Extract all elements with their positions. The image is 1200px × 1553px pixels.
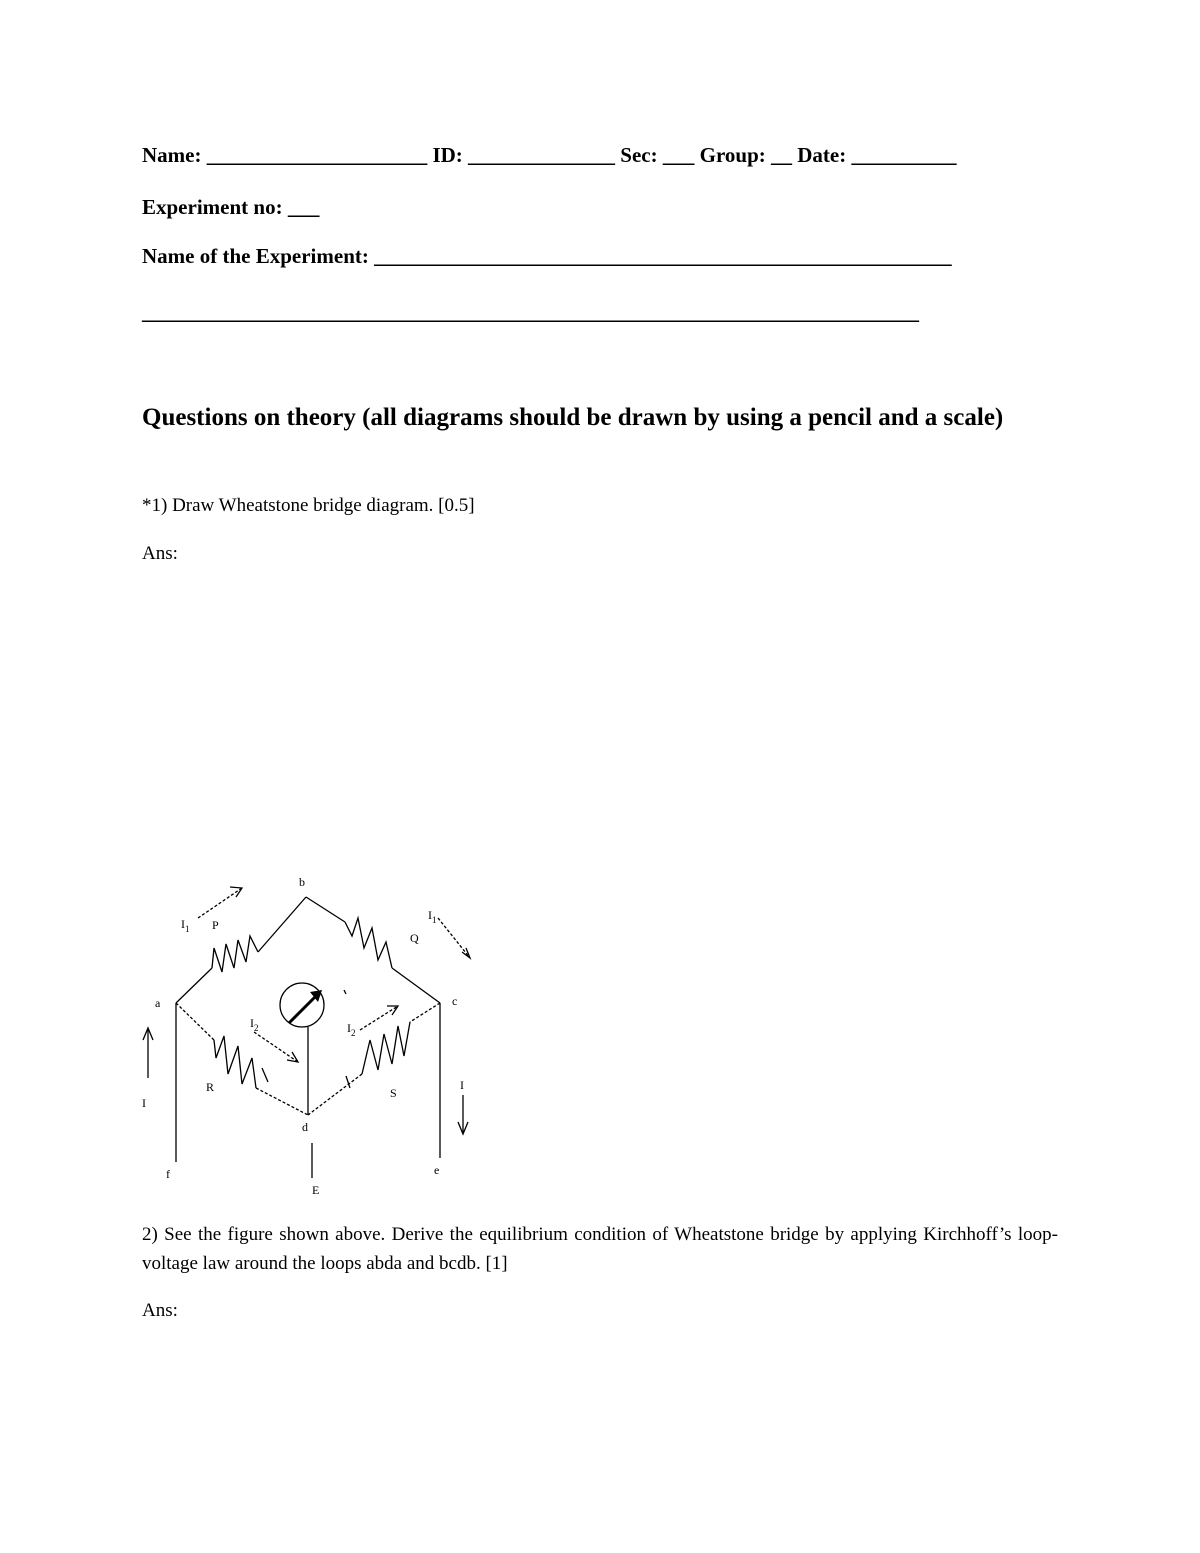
label-e: e <box>434 1163 440 1177</box>
header-name-line: Name: _____________________ ID: ______________ Sec: ___ Group: __ Date: __________ <box>142 143 957 167</box>
label-c: c <box>452 994 458 1008</box>
label-i2-left: $I_2$ <box>250 1016 259 1033</box>
answer-1-label: Ans: <box>142 543 178 564</box>
answer-2-label: Ans: <box>142 1300 178 1321</box>
label-a: a <box>155 996 161 1010</box>
label-r: R <box>206 1080 215 1094</box>
label-b: b <box>299 875 305 889</box>
question-1: *1) Draw Wheatstone bridge diagram. [0.5] <box>142 495 475 516</box>
resistor-q <box>345 918 392 968</box>
header-blank-line: __________________________________________________________________________ <box>142 300 919 324</box>
header-experiment-no: Experiment no: ___ <box>142 195 320 219</box>
label-f: f <box>166 1167 170 1181</box>
header-experiment-name: Name of the Experiment: _______________________________________________________ <box>142 244 952 268</box>
label-q: Q <box>410 931 419 945</box>
label-i1-right: $I_1$ <box>428 908 437 925</box>
label-current-i-right: I <box>460 1078 464 1092</box>
label-i1-left: $I_1$ <box>181 917 190 934</box>
resistor-s <box>362 1022 410 1074</box>
label-battery-e: E <box>312 1183 320 1197</box>
resistor-r <box>214 1036 256 1088</box>
label-s: S <box>390 1086 397 1100</box>
resistor-p <box>212 936 258 972</box>
label-current-i-left: I <box>142 1096 146 1110</box>
label-d: d <box>302 1120 308 1134</box>
question-2: 2) See the figure shown above. Derive the equilibrium condition of Wheatstone bridge by applying Kirchhoff’s loop-voltage law around the loops abda and bcdb. [1] <box>142 1224 1058 1274</box>
galvanometer <box>280 983 324 1027</box>
label-p: P <box>212 918 219 932</box>
section-heading: Questions on theory (all diagrams should be drawn by using a pencil and a scale) <box>142 404 1004 431</box>
label-i2-right: $I_2$ <box>347 1021 356 1038</box>
wheatstone-bridge-figure <box>130 860 490 1210</box>
